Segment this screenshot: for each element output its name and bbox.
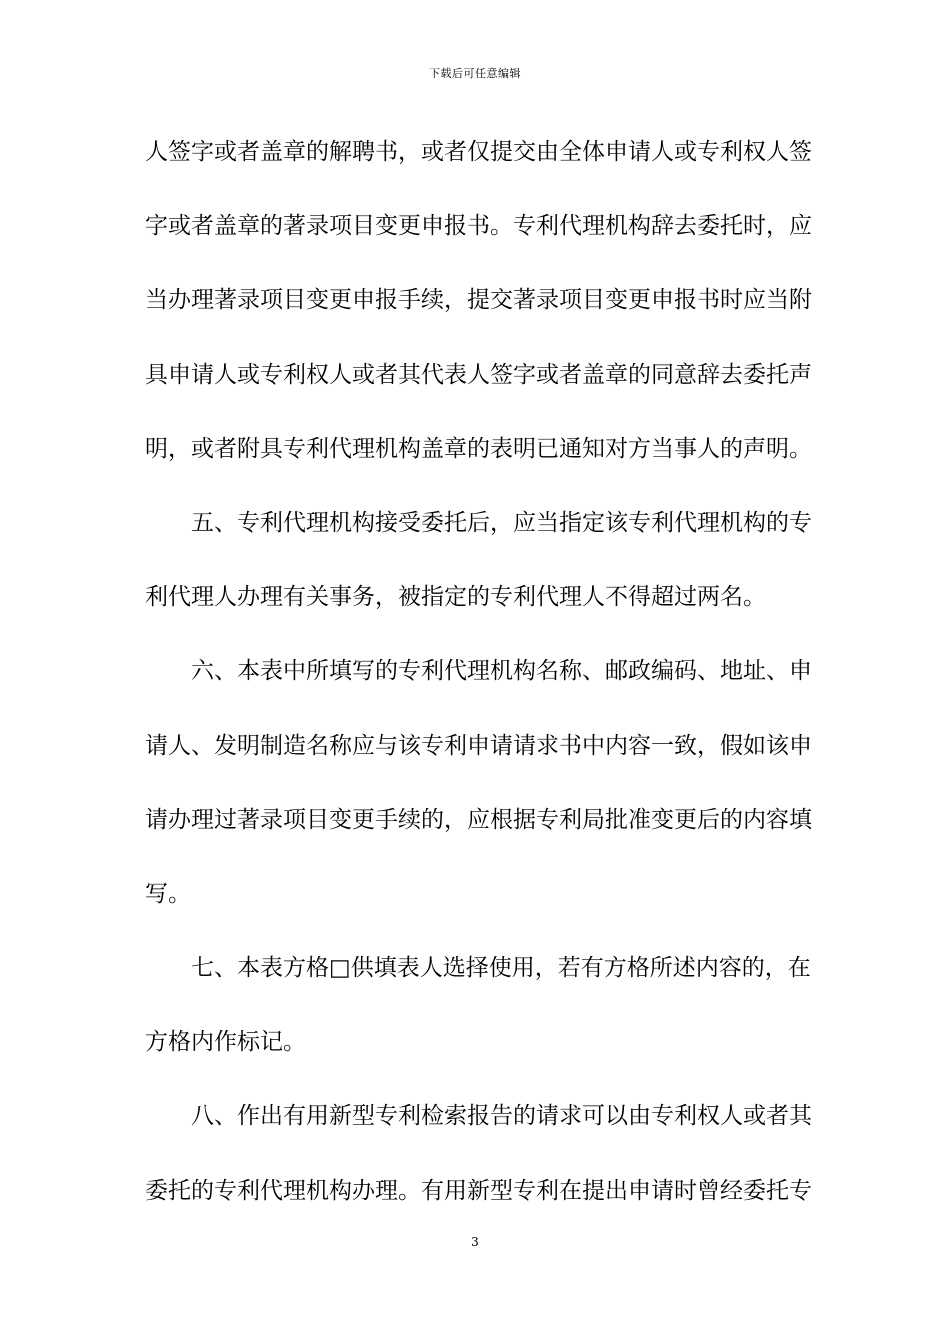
text-line: 委托的专利代理机构办理。有用新型专利在提出申请时曾经委托专 [145, 1177, 812, 1204]
text-line: 五、专利代理机构接受委托后，应当指定该专利代理机构的专 [191, 509, 812, 536]
document-body [145, 124, 812, 1237]
text-line: 六、本表中所填写的专利代理机构名称、邮政编码、地址、申 [191, 658, 812, 685]
text-line: 字或者盖章的著录项目变更申报书。专利代理机构辞去委托时，应 [145, 213, 812, 240]
text-line: 请人、发明制造名称应与该专利申请请求书中内容一致，假如该申 [145, 732, 812, 759]
text-line: 利代理人办理有关事务，被指定的专利代理人不得超过两名。 [145, 584, 766, 611]
text-line: 当办理著录项目变更申报手续，提交著录项目变更申报书时应当附 [145, 287, 812, 314]
page-number: 3 [471, 1235, 479, 1249]
text-line: 明，或者附具专利代理机构盖章的表明已通知对方当事人的声明。 [145, 435, 812, 462]
text-line: 请办理过著录项目变更手续的，应根据专利局批准变更后的内容填 [145, 806, 812, 833]
text-line: 七、本表方格□供填表人选择使用，若有方格所述内容的，在 [191, 955, 811, 982]
text-line: 人签字或者盖章的解聘书，或者仅提交由全体申请人或专利权人签 [145, 139, 812, 165]
text-line: 具申请人或专利权人或者其代表人签字或者盖章的同意辞去委托声 [145, 361, 812, 388]
text-line: 方格内作标记。 [145, 1029, 306, 1056]
page-header: 下载后可任意编辑 [429, 67, 521, 80]
text-line: 八、作出有用新型专利检索报告的请求可以由专利权人或者其 [191, 1103, 812, 1130]
text-line: 写。 [145, 880, 191, 907]
